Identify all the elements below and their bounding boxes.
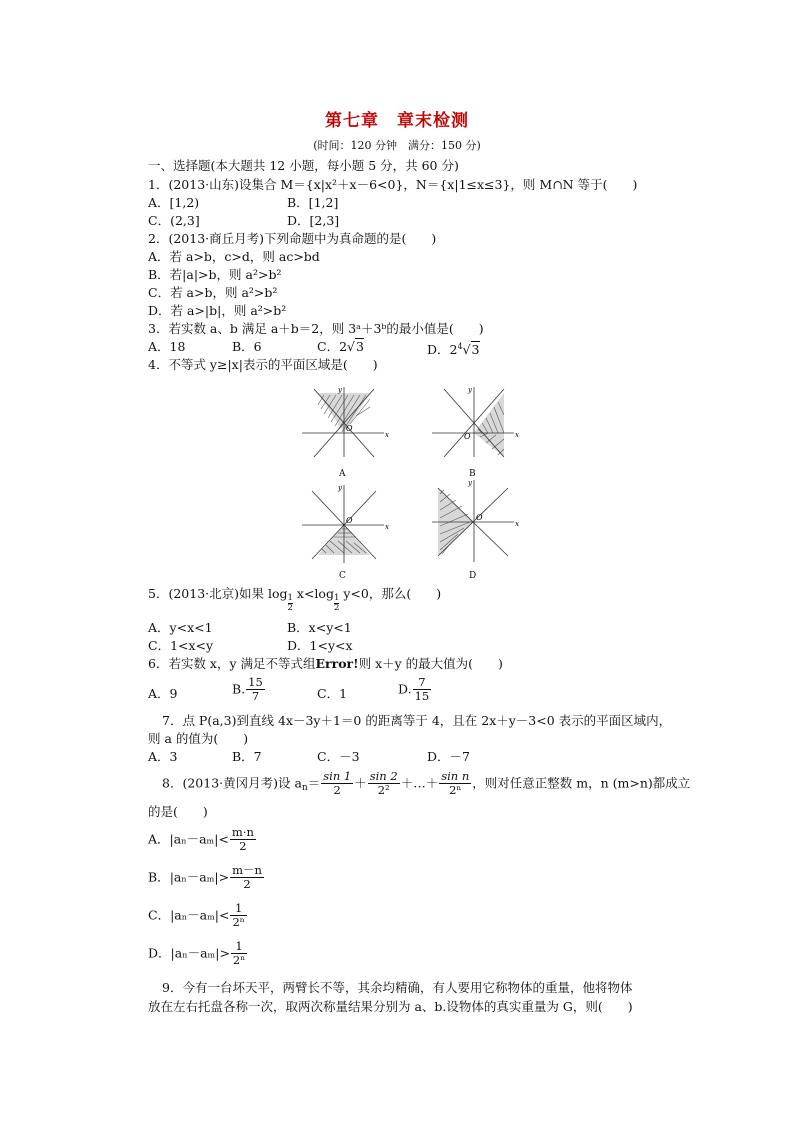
q8-option-b: B．|aₙ－aₘ|> $\frac{m-n}{2}$ [148, 863, 262, 891]
q1-option-d: D．[2,3] [287, 213, 340, 228]
figure-c-label: C [339, 571, 346, 581]
q3-option-b: B．6 [232, 339, 262, 354]
figure-c [298, 483, 390, 563]
q8-option-a: A．|aₙ－aₘ|< $\frac{m\cdot n}{2}$ [148, 825, 254, 853]
q6-option-b: B. $\frac{15}{7}$ [232, 675, 263, 703]
q5-option-d: D．1<y<x [287, 638, 353, 653]
q7-option-a: A．3 [148, 749, 178, 764]
q3-option-c: C．2√3 [317, 339, 364, 354]
error-marker: Error! [315, 656, 359, 671]
q5-option-c: C．1<x<y [148, 638, 214, 653]
figure-b-label: B [469, 469, 476, 479]
q2-option-a: A．若 a>b，c>d，则 ac>bd [148, 249, 320, 264]
q6-option-c: C．1 [317, 686, 348, 701]
figure-a-x-label: x [385, 431, 389, 439]
q8-option-c: C．|aₙ－aₘ|< $\frac{1}{\text{2ⁿ}}$ [148, 901, 245, 929]
page-subtitle: (时间：120 分钟 满分：150 分) [313, 139, 481, 152]
q7-option-c: C．－3 [317, 749, 360, 764]
q6-option-a: A．9 [148, 686, 178, 701]
q1-option-a: A．[1,2) [148, 195, 200, 210]
figure-a-origin: O [346, 424, 353, 433]
figure-d-x-label: x [515, 520, 519, 528]
q8-stem-line2: 的是( ) [148, 804, 208, 819]
q1-stem: 1．(2013·山东)设集合 M＝{x|x²＋x－6<0}，N＝{x|1≤x≤3}，则 M∩N 等于( ) [148, 177, 638, 192]
q6-stem: 6．若实数 x，y 满足不等式组Error!则 x＋y 的最大值为( ) [148, 656, 503, 671]
q6-option-d: D. $\frac{7}{15}$ [398, 675, 430, 703]
q3-stem: 3．若实数 a、b 满足 a＋b＝2，则 3ᵃ＋3ᵇ的最小值是( ) [148, 321, 484, 336]
q5-option-a: A．y<x<1 [148, 620, 213, 635]
figure-d-label: D [469, 571, 477, 581]
q5-stem: 5．(2013·北京)如果 log $\frac{1}{2}$ x<log $\frac{1}{2}$ y<0，那么( ) [148, 586, 442, 613]
figure-d-origin: O [476, 513, 483, 522]
q5-option-b: B．x<y<1 [287, 620, 352, 635]
q2-option-b: B．若|a|>b，则 a²>b² [148, 267, 282, 282]
q7-option-d: D．－7 [427, 749, 470, 764]
q7-stem-line2: 则 a 的值为( ) [148, 731, 249, 746]
q7-option-b: B．7 [232, 749, 262, 764]
q2-option-c: C．若 a>b，则 a²>b² [148, 285, 278, 300]
figure-b [428, 385, 520, 457]
page-title: 第七章 章末检测 [325, 111, 469, 131]
q9-stem-line2: 放在左右托盘各称一次，取两次称量结果分别为 a、b.设物体的真实重量为 G，则( ) [148, 999, 633, 1014]
q1-option-c: C．(2,3] [148, 213, 200, 228]
figure-a-label: A [339, 469, 346, 479]
q7-stem-line1: 7．点 P(a,3)到直线 4x－3y＋1＝0 的距离等于 4，且在 2x＋y－3<0 表示的平面区域内， [162, 713, 672, 728]
figure-a-y-label: y [338, 386, 342, 394]
q3-option-a: A．18 [148, 339, 186, 354]
section-heading: 一、选择题(本大题共 12 小题，每小题 5 分，共 60 分) [148, 158, 459, 173]
q9-stem-line1: 9．今有一台坏天平，两臂长不等，其余均精确，有人要用它称物体的重量，他将物体 [162, 980, 633, 995]
q8-stem-line1: 8．(2013·黄冈月考)设 $a_n=$ $\frac{\sin 1}{2}$ ＋ $\frac{\sin 2}{\text{2²}}$ ＋…＋ $\frac{\text{sin n}}{\text{2ⁿ}}$ ，则对任意正整数 m，n (m>n)都成立 [162, 769, 691, 797]
figure-c-x-label: x [385, 523, 389, 531]
figure-d [428, 478, 520, 562]
q2-stem: 2．(2013·商丘月考)下列命题中为真命题的是( ) [148, 231, 437, 246]
q2-option-d: D．若 a>|b|，则 a²>b² [148, 303, 287, 318]
q3-option-d: D．$2^4√3$ [427, 342, 480, 358]
q1-option-b: B．[1,2] [287, 195, 339, 210]
figure-a [298, 385, 390, 457]
figure-d-y-label: y [468, 479, 472, 487]
figure-b-y-label: y [468, 386, 472, 394]
figure-c-y-label: y [338, 484, 342, 492]
q4-stem: 4．不等式 y≥|x|表示的平面区域是( ) [148, 357, 378, 372]
q8-option-d: D．|aₙ－aₘ|> $\frac{1}{\text{2ⁿ}}$ [148, 939, 246, 967]
figure-b-x-label: x [515, 431, 519, 439]
figure-c-origin: O [346, 516, 353, 525]
figure-b-origin: O [464, 432, 471, 441]
